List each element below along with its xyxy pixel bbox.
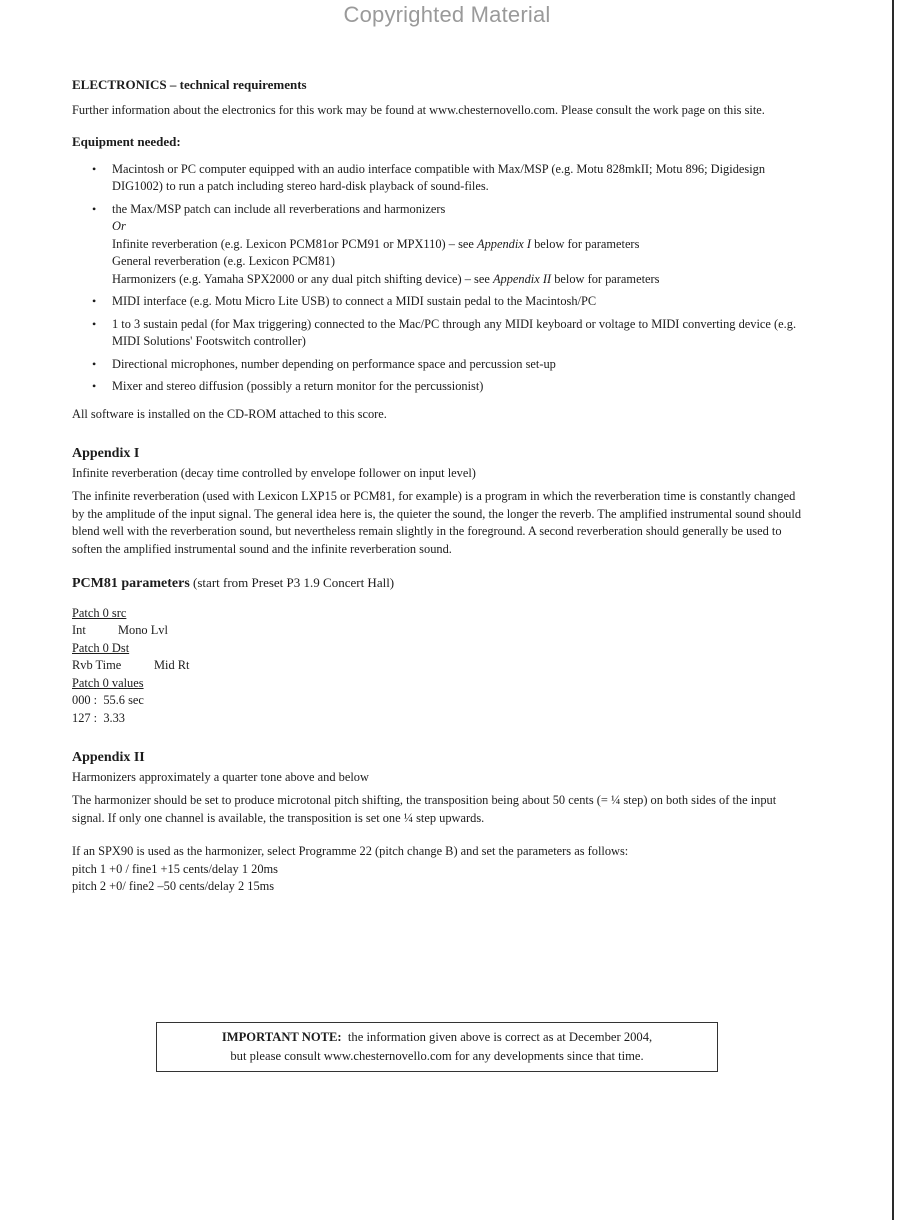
pitch-2-setting: pitch 2 +0/ fine2 –50 cents/delay 2 15ms (72, 879, 275, 893)
software-note: All software is installed on the CD-ROM attached to this score. (72, 406, 387, 421)
copyright-watermark: Copyrighted Material (343, 2, 551, 27)
alternative-infinite-reverb: Infinite reverberation (e.g. Lexicon PCM81or PCM91 or MPX110) – see Appendix I below for parameters (112, 236, 640, 251)
bullet-icon: • (92, 294, 97, 308)
list-item (72, 201, 806, 289)
list-item-text: 1 to 3 sustain pedal (for Max triggering) connected to the Mac/PC through any MIDI keyboard or voltage to MIDI converting device (e.g. MIDI Solutions' Footswitch controller) (112, 316, 797, 348)
alternative-harmonizers: Harmonizers (e.g. Yamaha SPX2000 or any dual pitch shifting device) – see Appendix II below for parameters (112, 271, 660, 286)
appendix-2-body: The harmonizer should be set to produce microtonal pitch shifting, the transposition being about 50 cents (= ¼ step) on both sides of the input signal. If only one channel is available, the transposition is set one ¼ step upwards. (72, 793, 777, 825)
important-note-line-2: but please consult www.chesternovello.com for any developments since that time. (230, 1049, 644, 1063)
appendix-2-subtitle: Harmonizers approximately a quarter tone above and below (72, 769, 369, 784)
pitch-1-setting: pitch 1 +0 / fine1 +15 cents/delay 1 20ms (72, 861, 278, 876)
appendix-2-heading: Appendix II (72, 750, 145, 765)
spx-instructions: If an SPX90 is used as the harmonizer, select Programme 22 (pitch change B) and set the parameters as follows: (72, 844, 629, 858)
list-item (72, 316, 806, 351)
important-note-box (156, 1022, 718, 1072)
bullet-icon: • (92, 316, 97, 331)
appendix-1-heading: Appendix I (72, 446, 140, 461)
list-item-text: MIDI interface (e.g. Motu Micro Lite USB) to connect a MIDI sustain pedal to the Macintosh/PC (112, 294, 597, 308)
appendix-1-body: The infinite reverberation (used with Lexicon LXP15 or PCM81, for example) is a program in which the reverberation time is constantly changed by the amplitude of the input signal. The general idea here is, the quieter the sound, the longer the reverb. The amplified instrumental sound should blend well with the reverberation sound, but nevertheless remain slightly in the foreground. A second reverberation should generally be used to soften the amplified instrumental sound and the infinite reverberation sound. (72, 489, 802, 556)
pcm81-parameters (72, 605, 806, 728)
section-title: ELECTRONICS – technical requirements (72, 77, 307, 92)
patch-value-row: 127 : 3.33 (72, 710, 126, 725)
bullet-icon: • (92, 356, 97, 371)
equipment-list (72, 161, 806, 396)
list-item (72, 161, 806, 196)
intro-paragraph: Further information about the electronics for this work may be found at www.chesternovello.com. Please consult the work page on this site. (72, 102, 765, 117)
patch-dst-label: Patch 0 Dst (72, 640, 130, 655)
patch-src-label: Patch 0 src (72, 605, 127, 620)
bullet-icon: • (92, 379, 97, 393)
appendix-1-subtitle: Infinite reverberation (decay time controlled by envelope follower on input level) (72, 465, 476, 480)
list-item-text: Mixer and stereo diffusion (possibly a return monitor for the percussionist) (112, 379, 484, 393)
patch-values-label: Patch 0 values (72, 675, 144, 690)
or-label: Or (112, 219, 126, 233)
list-item (72, 356, 806, 374)
list-item-text: Directional microphones, number depending on performance space and percussion set-up (112, 356, 556, 371)
document-body (72, 76, 806, 896)
bullet-icon: • (92, 161, 97, 176)
alternative-general-reverb: General reverberation (e.g. Lexicon PCM81) (112, 254, 335, 268)
patch-value-row: 000 : 55.6 sec (72, 693, 144, 707)
list-item-text: the Max/MSP patch can include all reverberations and harmonizers (112, 201, 446, 216)
list-item (72, 293, 806, 311)
equipment-heading: Equipment needed: (72, 134, 181, 149)
bullet-icon: • (92, 201, 97, 216)
pcm81-heading: PCM81 parameters (start from Preset P3 1.9 Concert Hall) (72, 575, 395, 591)
important-note-line-1: IMPORTANT NOTE: the information given above is correct as at December 2004, (221, 1030, 653, 1044)
patch-src-row: Int Mono Lvl (72, 623, 168, 637)
patch-dst-row: Rvb Time Mid Rt (72, 658, 190, 672)
list-item (72, 378, 806, 396)
list-item-text: Macintosh or PC computer equipped with an audio interface compatible with Max/MSP (e.g. Motu 828mkII; Motu 896; Digidesign DIG1002) to run a patch including stereo hard-disk playback of sound-files. (112, 161, 766, 193)
